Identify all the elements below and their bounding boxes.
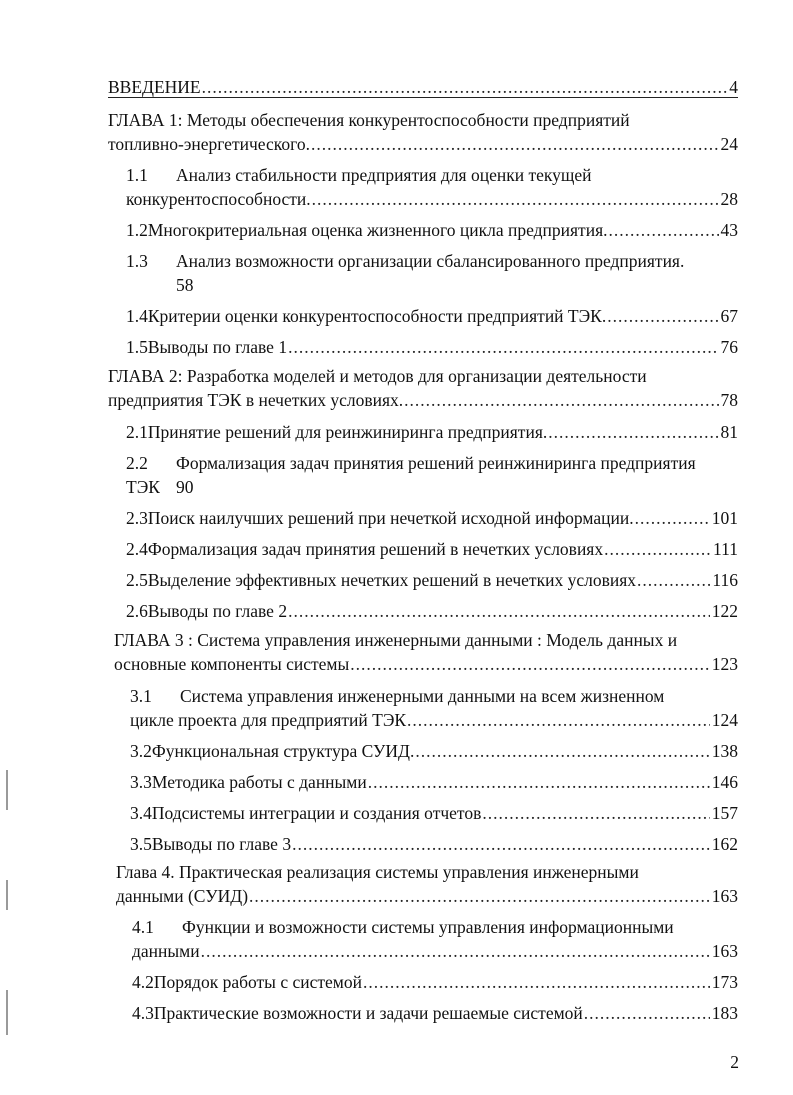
toc-item-number: 2.5 [126,570,148,590]
toc-item-title-line2: ТЭК [126,477,160,497]
toc-item-title: Принятие решений для реинжиниринга предприятия. [147,422,548,442]
toc-page-number: 163 [711,941,738,961]
dot-leader [312,189,719,209]
toc-page-number: 116 [712,570,738,590]
toc-page-number: 138 [711,741,738,761]
toc-item-number: 3.1 [130,686,152,706]
toc-item-end [132,941,738,963]
toc-page-number: 146 [711,772,738,792]
dot-leader [548,422,718,442]
toc-item [132,972,738,994]
toc-page-number: 43 [720,220,738,240]
toc-page-number: 163 [711,886,738,906]
toc-item [126,508,738,530]
toc-item-number: 2.1 [126,422,148,442]
toc-item-end [126,189,738,211]
dot-leader [415,741,709,761]
dot-leader [482,803,709,823]
toc-item [130,772,738,794]
toc-page-number: 78 [720,390,738,410]
toc-page-number: 4 [729,77,738,97]
chapter-title: Глава 4. Практическая реализация системы управления инженерными [116,862,639,882]
toc-page-number: 101 [711,508,738,528]
section-divider [108,97,738,98]
toc-item-title-line2: данными [132,941,200,961]
toc-entry-label: ВВЕДЕНИЕ [108,77,201,97]
toc-item-title: Функциональная структура СУИД. [151,741,415,761]
toc-item-title: Многокритериальная оценка жизненного цикла предприятия. [147,220,608,240]
toc-item-number: 2.6 [126,601,148,621]
toc-page-number: 58 [176,275,194,295]
toc-item-title: Функции и возможности системы управления информационными [182,917,674,937]
dot-leader [363,972,710,992]
toc-item [126,422,738,444]
dot-leader [201,941,710,961]
toc-item [126,539,738,561]
dot-leader [249,886,710,906]
toc-item-number: 4.3 [132,1003,154,1023]
toc-item-title: Выводы по главе 3 [151,834,292,854]
dot-leader [404,390,718,410]
toc-item [126,306,738,328]
toc-item-number: 4.1 [132,917,154,937]
chapter-title: ГЛАВА 1: Методы обеспечения конкурентоспособности предприятий [108,110,630,130]
chapter-title-end [116,886,738,908]
toc-item-number: 1.5 [126,337,148,357]
dot-leader [609,220,719,240]
scan-artifact [6,880,8,910]
chapter-title: ГЛАВА 3 : Система управления инженерными данными : Модель данных и [114,630,678,650]
toc-page-number: 76 [720,337,738,357]
toc-page-number: 124 [711,710,738,730]
toc-item-number: 2.4 [126,539,148,559]
dot-leader [607,306,718,326]
toc-item [126,570,738,592]
toc-item-title: Формализация задач принятия решений реинжиниринга предприятия [176,453,696,473]
toc-item [130,741,738,763]
toc-item-title: Формализация задач принятия решений в нечетких условиях [147,539,604,559]
dot-leader [202,77,728,97]
toc-item-title: Подсистемы интеграции и создания отчетов [151,803,482,823]
chapter-title-end [108,134,738,156]
toc-page-number: 122 [711,601,738,621]
toc-item-number: 3.5 [130,834,152,854]
dot-leader [350,654,710,674]
toc-item [126,220,738,242]
dot-leader [311,134,719,154]
scan-artifact [6,770,8,810]
toc-page-number: 183 [711,1003,738,1023]
scan-artifact [6,990,8,1035]
chapter-title-line2: предприятия ТЭК в нечетких условиях. [108,390,404,410]
dot-leader [368,772,710,792]
toc-page-number: 28 [720,189,738,209]
toc-item-title: Поиск наилучших решений при нечеткой исходной информации. [147,508,634,528]
toc-item [126,601,738,623]
toc-page-number: 162 [711,834,738,854]
chapter-title-line2: данными (СУИД) [116,886,249,906]
toc-item-number: 1.3 [126,251,148,271]
toc-page-number: 173 [711,972,738,992]
page-number: 2 [730,1052,739,1072]
toc-page-number: 81 [720,422,738,442]
toc-item-end [130,710,738,732]
chapter-title-end [108,390,738,412]
toc-item-title: Критерии оценки конкурентоспособности предприятий ТЭК. [147,306,607,326]
chapter-title-line2: основные компоненты системы [114,654,350,674]
dot-leader [288,337,718,357]
toc-item-number: 3.2 [130,741,152,761]
toc-page-number: 111 [713,539,738,559]
toc-item-number: 1.2 [126,220,148,240]
toc-item-title-line2: конкурентоспособности. [126,189,311,209]
dot-leader [407,710,710,730]
toc-item-number: 1.1 [126,165,148,185]
dot-leader [288,601,710,621]
toc-page-number: 24 [720,134,738,154]
toc-page-number: 90 [176,477,194,497]
toc-item-number: 2.3 [126,508,148,528]
chapter-title: ГЛАВА 2: Разработка моделей и методов для организации деятельности [108,366,647,386]
toc-entry-intro [108,77,738,99]
chapter-title-end [114,654,738,676]
dot-leader [635,508,710,528]
toc-item [126,337,738,359]
dot-leader [292,834,710,854]
dot-leader [604,539,711,559]
dot-leader [637,570,710,590]
toc-page-number: 157 [711,803,738,823]
toc-item-title: Практические возможности и задачи решаемые системой [153,1003,583,1023]
toc-item-title: Выводы по главе 2 [147,601,288,621]
toc-item-title: Анализ возможности организации сбалансированного предприятия. [176,251,685,271]
toc-item-title: Выводы по главе 1 [147,337,288,357]
dot-leader [584,1003,710,1023]
toc-item-title: Анализ стабильности предприятия для оценки текущей [176,165,592,185]
toc-item-title: Порядок работы с системой [153,972,362,992]
chapter-title-line2: топливно-энергетического. [108,134,310,154]
toc-item-number: 4.2 [132,972,154,992]
toc-item [130,834,738,856]
toc-item-title: Методика работы с данными [151,772,367,792]
toc-item-title: Выделение эффективных нечетких решений в нечетких условиях [147,570,637,590]
toc-item-title-line2: цикле проекта для предприятий ТЭК [130,710,407,730]
toc-page-number: 67 [720,306,738,326]
toc-item-number: 2.2 [126,453,148,473]
toc-item-number: 1.4 [126,306,148,326]
toc-item-number: 3.3 [130,772,152,792]
toc-item [132,1003,738,1025]
toc-item [130,803,738,825]
toc-item-number: 3.4 [130,803,152,823]
toc-page-number: 123 [711,654,738,674]
toc-item-title: Система управления инженерными данными на всем жизненном [180,686,665,706]
